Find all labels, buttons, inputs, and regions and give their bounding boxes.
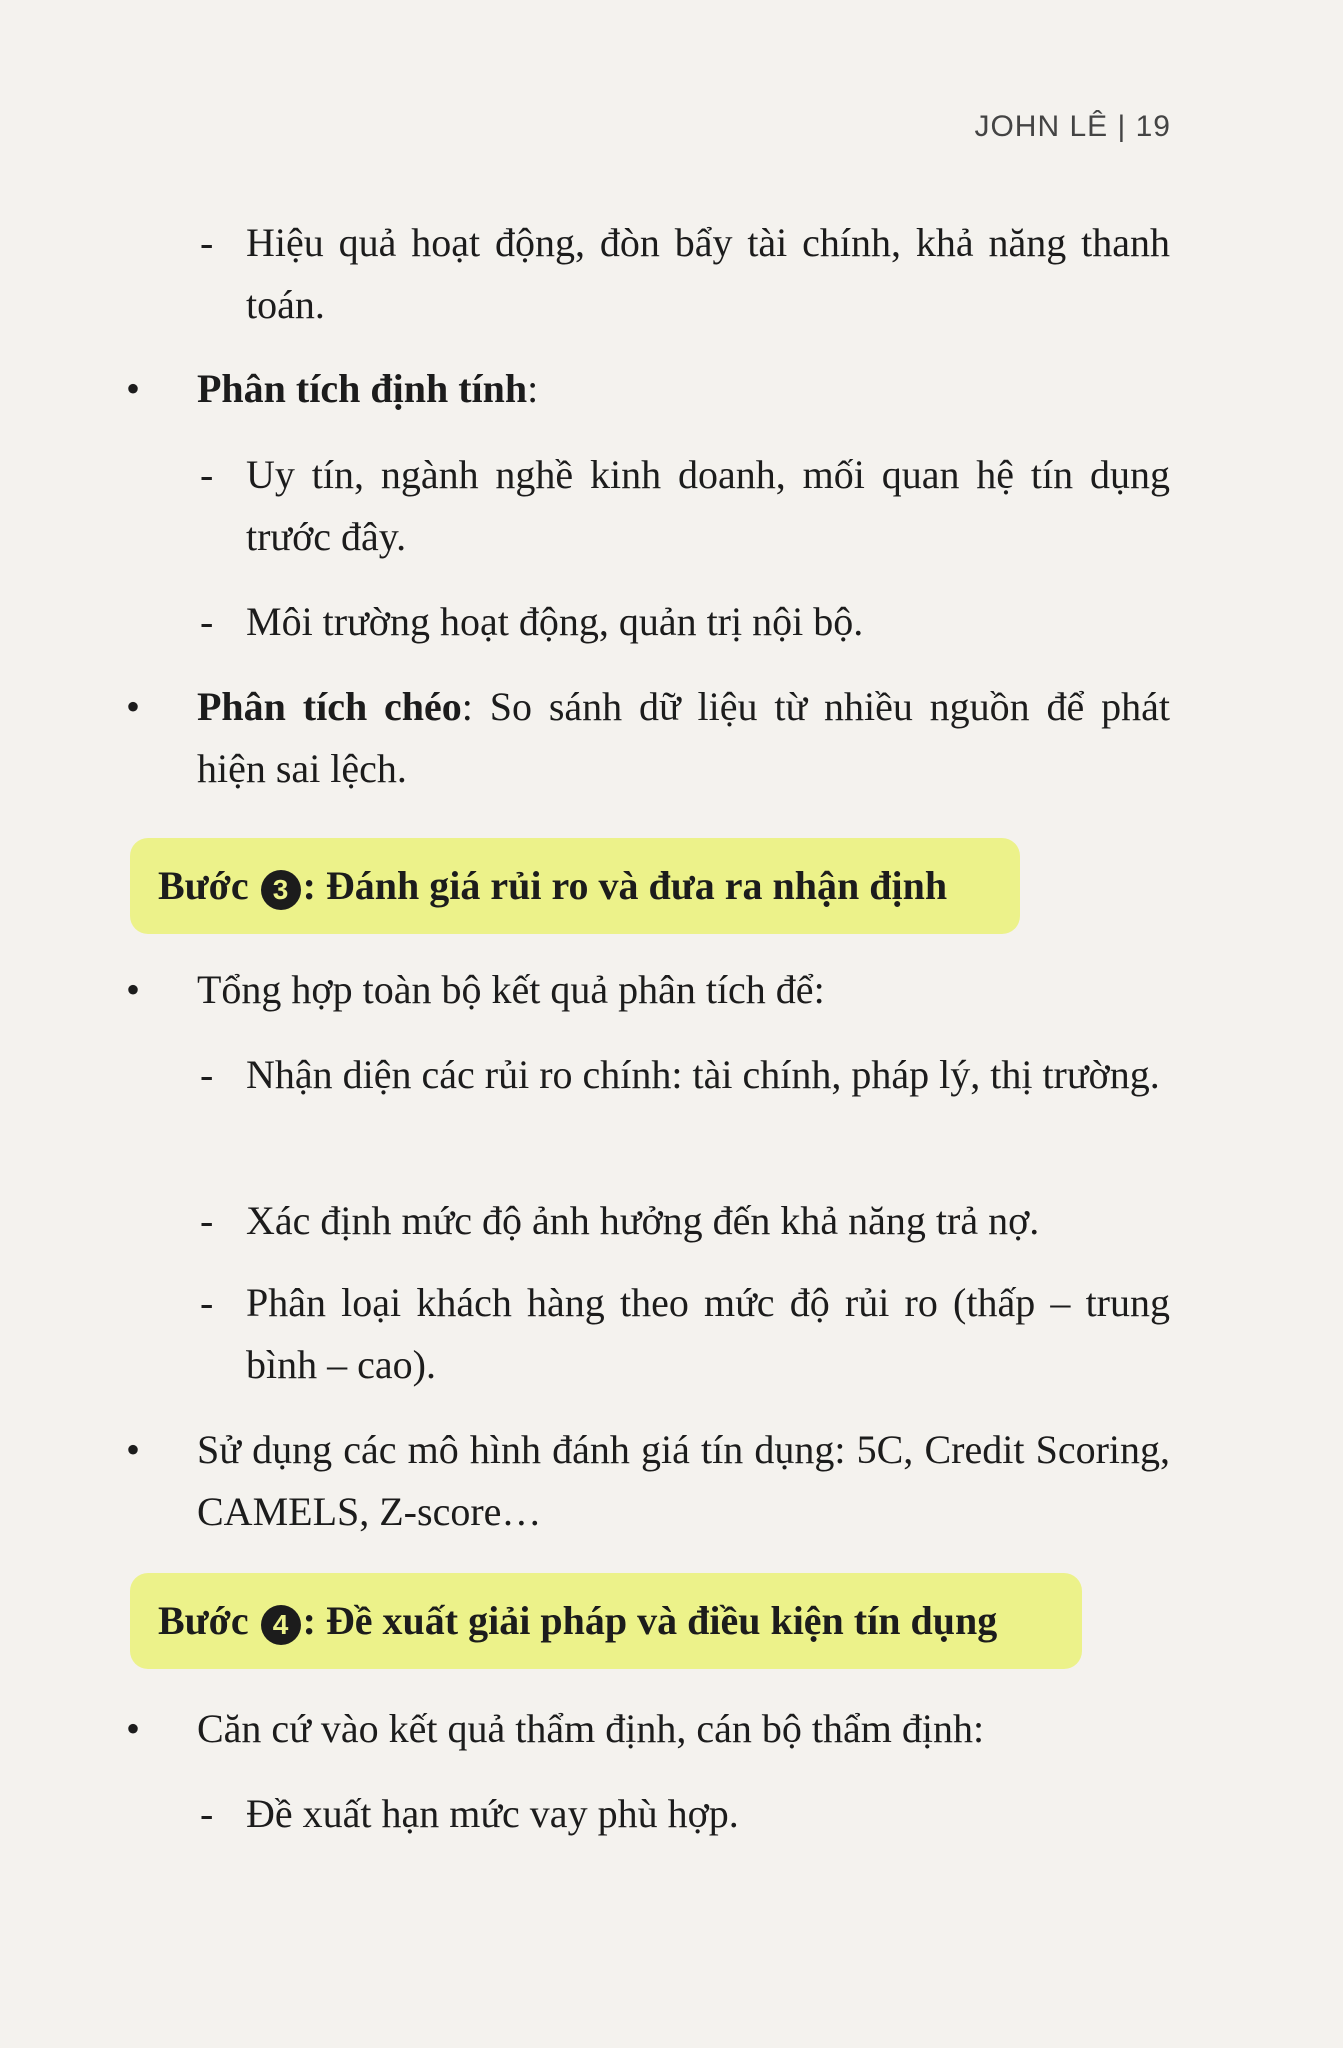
bullet-rest: :	[527, 366, 539, 411]
dash-mark: -	[200, 1280, 214, 1325]
dash-item-loan-limit	[200, 1783, 1170, 1845]
dash-mark: -	[200, 599, 214, 644]
bullet-summary	[130, 959, 1170, 1021]
step-number-badge: 3	[261, 870, 301, 910]
dash-text: Môi trường hoạt động, quản trị nội bộ.	[246, 599, 864, 644]
dash-item-classification	[200, 1272, 1170, 1396]
bold-term: Phân tích chéo	[197, 684, 462, 729]
dash-mark: -	[200, 1791, 214, 1836]
dash-text: Hiệu quả hoạt động, đòn bẩy tài chính, khả năng thanh toán.	[246, 220, 1170, 327]
bullet-text: Sử dụng các mô hình đánh giá tín dụng: 5C, Credit Scoring, CAMELS, Z-score…	[197, 1427, 1170, 1534]
bullet-qualitative	[130, 358, 1170, 420]
step-prefix: Bước	[158, 863, 249, 908]
dash-text: Xác định mức độ ảnh hưởng đến khả năng trả nợ.	[246, 1198, 1040, 1243]
bullet-cross-analysis	[130, 676, 1170, 800]
bullet-text	[197, 358, 1170, 420]
step-prefix: Bước	[158, 1598, 249, 1643]
step-3-heading	[130, 838, 1020, 934]
bullet-text	[197, 676, 1170, 800]
running-header: JOHN LÊ | 19	[974, 110, 1171, 143]
bullet-text: Căn cứ vào kết quả thẩm định, cán bộ thẩm định:	[197, 1706, 985, 1751]
dash-item-environment	[200, 591, 1170, 653]
dash-text: Đề xuất hạn mức vay phù hợp.	[246, 1791, 739, 1836]
dash-text: Phân loại khách hàng theo mức độ rủi ro (thấp – trung bình – cao).	[246, 1280, 1170, 1387]
bullet-models	[130, 1419, 1170, 1543]
dash-item-performance	[200, 212, 1170, 336]
bullet-rest: : So sánh dữ liệu từ nhiều nguồn để phát hiện sai lệch.	[197, 684, 1170, 791]
bullet-based-on-results	[130, 1698, 1170, 1760]
step-number-badge: 4	[261, 1605, 301, 1645]
bullet-text: Tổng hợp toàn bộ kết quả phân tích để:	[197, 967, 825, 1012]
dash-item-reputation	[200, 444, 1170, 568]
step-title: : Đề xuất giải pháp và điều kiện tín dụng	[302, 1598, 998, 1643]
dash-text: Nhận diện các rủi ro chính: tài chính, pháp lý, thị trường.	[246, 1052, 1160, 1097]
dash-mark: -	[200, 1052, 214, 1097]
dash-item-identify-risks	[200, 1044, 1170, 1106]
dash-mark: -	[200, 1198, 214, 1243]
dash-item-impact	[200, 1190, 1170, 1252]
step-4-heading	[130, 1573, 1082, 1669]
bold-term: Phân tích định tính	[197, 366, 528, 411]
step-title: : Đánh giá rủi ro và đưa ra nhận định	[302, 863, 948, 908]
dash-mark: -	[200, 220, 214, 265]
dash-text: Uy tín, ngành nghề kinh doanh, mối quan hệ tín dụng trước đây.	[246, 452, 1170, 559]
dash-mark: -	[200, 452, 214, 497]
